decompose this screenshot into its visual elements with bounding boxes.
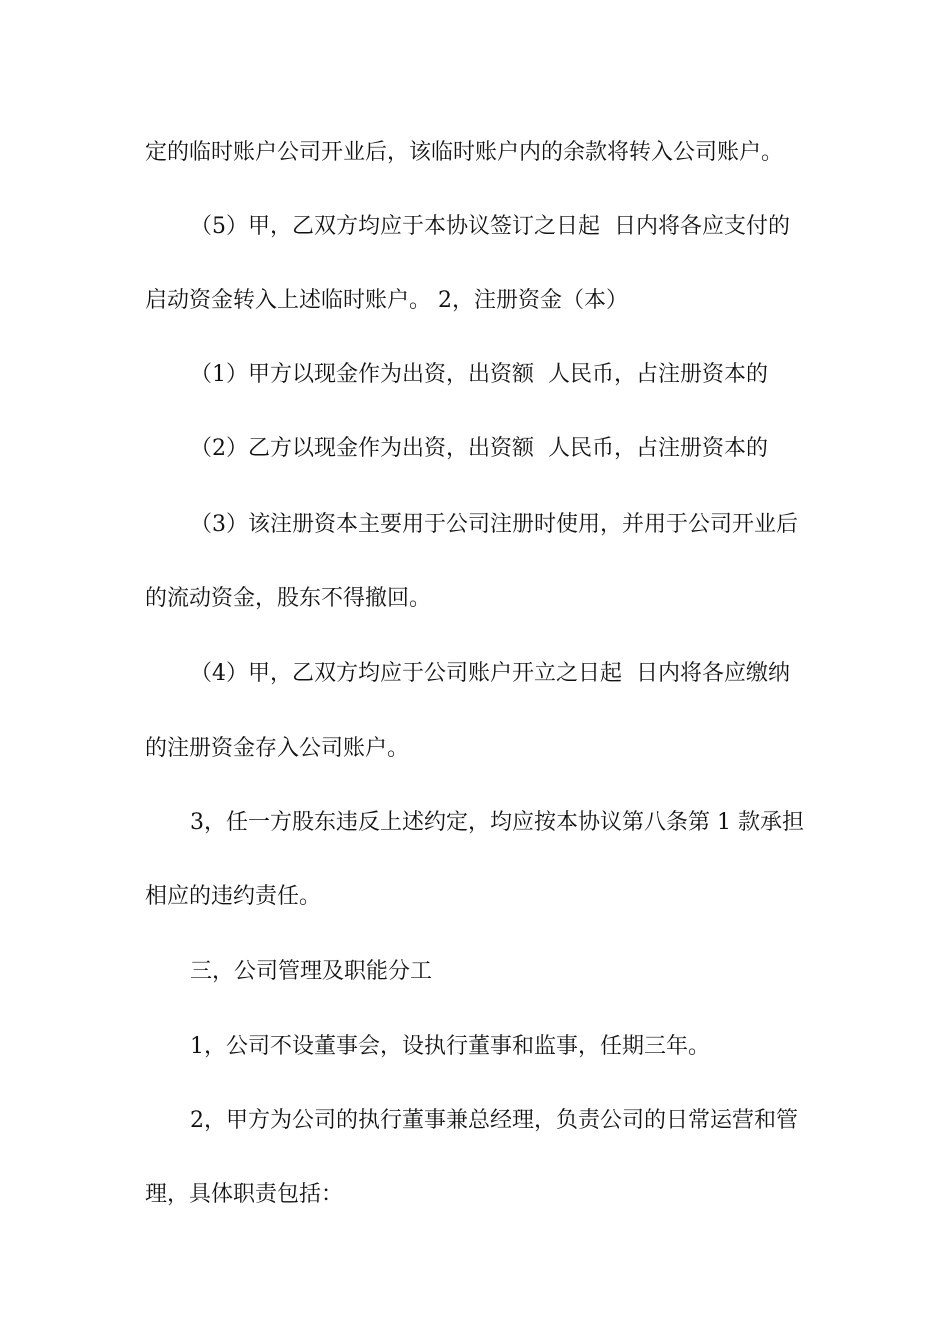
paragraph-line: 的注册资金存入公司账户。 (145, 736, 410, 761)
paragraph-line: 相应的违约责任。 (145, 884, 322, 909)
paragraph-line: （4）甲，乙双方均应于公司账户开立之日起 日内将各应缴纳 (190, 661, 790, 686)
paragraph-line: 1，公司不设董事会，设执行董事和监事，任期三年。 (190, 1034, 710, 1059)
section-heading: 三，公司管理及职能分工 (190, 959, 433, 984)
paragraph-line: 定的临时账户公司开业后，该临时账户内的余款将转入公司账户。 (145, 140, 784, 165)
paragraph-line: 2，甲方为公司的执行董事兼总经理，负责公司的日常运营和管 (190, 1108, 798, 1133)
paragraph-line: （2）乙方以现金作为出资，出资额 人民币，占注册资本的 (190, 436, 768, 461)
paragraph-line: 3，任一方股东违反上述约定，均应按本协议第八条第 1 款承担 (190, 810, 804, 835)
paragraph-line: 理，具体职责包括： (145, 1182, 344, 1207)
paragraph-line: （5）甲，乙双方均应于本协议签订之日起 日内将各应支付的 (190, 214, 790, 239)
paragraph-line: （1）甲方以现金作为出资，出资额 人民币，占注册资本的 (190, 362, 768, 387)
paragraph-line: 启动资金转入上述临时账户。 2，注册资金（本） (145, 288, 628, 313)
paragraph-line: 的流动资金，股东不得撤回。 (145, 586, 432, 611)
paragraph-line: （3）该注册资本主要用于公司注册时使用，并用于公司开业后 (190, 512, 798, 537)
